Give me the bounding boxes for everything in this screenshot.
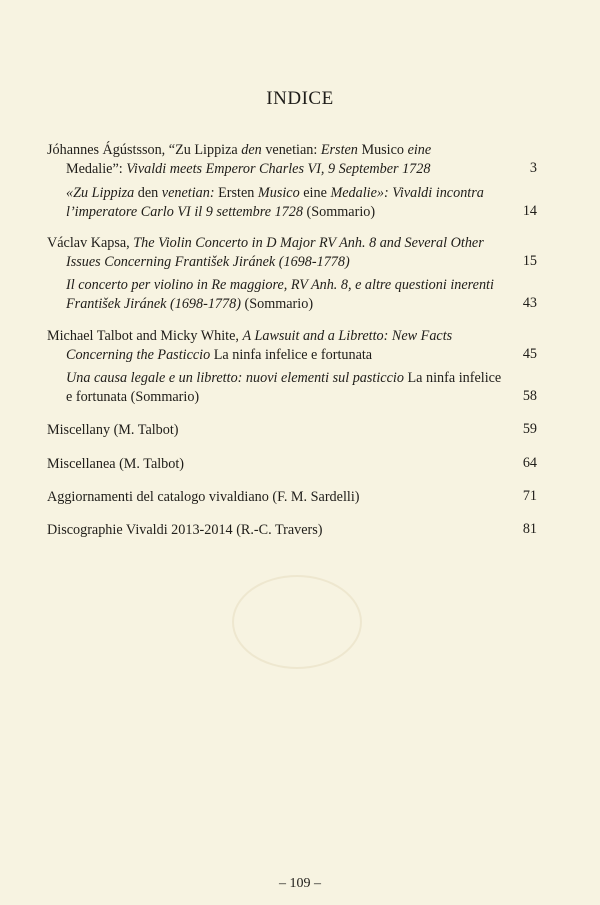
text-run: La ninfa infelice (407, 370, 502, 386)
text-run: Václav Kapsa, (47, 235, 134, 251)
text-run: «Zu Lippiza (66, 185, 138, 201)
text-run: (Sommario) (302, 204, 376, 220)
text-run: Vivaldi incontra (392, 185, 484, 201)
entry-line-2 (66, 295, 492, 314)
text-run: Una causa legale e un libretto: nuovi elementi sul pasticcio (66, 370, 408, 386)
text-run: Miscellany (M. Talbot) (47, 422, 179, 438)
text-run: l’imperatore Carlo VI il 9 settembre 1728 (66, 204, 303, 220)
toc-entry-miscellany (47, 421, 492, 440)
text-run: Discographie Vivaldi 2013-2014 (R.-C. Travers) (47, 522, 323, 538)
toc-entry-catalogue-updates (47, 488, 492, 507)
text-run: eine (303, 185, 327, 201)
page-number: 3 (529, 160, 537, 176)
text-run: Ersten (218, 185, 255, 201)
text-run: Issues Concerning František Jiránek (1698-1778) (66, 254, 350, 270)
entry-line-2 (47, 346, 492, 365)
toc-entry-kapsa (47, 234, 492, 272)
page-number: 58 (522, 388, 537, 404)
text-run: František Jiránek (1698-1778) (66, 296, 241, 312)
text-run: e fortunata (Sommario) (66, 389, 200, 405)
entry-line-1 (66, 276, 492, 295)
entry-line-1 (47, 141, 492, 160)
entry-line-1 (47, 327, 492, 346)
text-run: A Lawsuit and a Libretto: New Facts (242, 328, 453, 344)
text-run: venetian: (261, 142, 321, 158)
text-run: eine (407, 142, 432, 158)
entry-line-1 (47, 421, 492, 440)
toc-entry-miscellanea (47, 455, 492, 474)
toc-entry-agustsson (47, 141, 492, 179)
text-run: Medalie»: (326, 185, 393, 201)
toc-entry-discographie (47, 521, 492, 540)
toc-entry-talbot-white-summary (66, 369, 502, 407)
text-run: Musico (254, 185, 304, 201)
page-number: 81 (522, 521, 537, 537)
entry-line-1 (47, 455, 492, 474)
page-number: 15 (522, 253, 537, 269)
text-run: Miscellanea (M. Talbot) (47, 456, 185, 472)
text-run: Il concerto per violino in Re maggiore, RV Anh. 8, e altre questioni inerenti (66, 277, 494, 293)
text-run: Vivaldi meets Emperor Charles VI, 9 September 1728 (126, 161, 431, 177)
toc-entry-talbot-white (47, 327, 492, 365)
page-number: 14 (522, 203, 537, 219)
text-run: The Violin Concerto in D Major RV Anh. 8 and Several Other (133, 235, 484, 251)
text-run: Michael Talbot and Micky White, (47, 328, 243, 344)
toc-entry-kapsa-summary (66, 276, 492, 314)
page-number: 64 (522, 455, 537, 471)
page-number: 43 (522, 295, 537, 311)
entry-line-2 (47, 160, 492, 179)
text-run: venetian: (158, 185, 219, 201)
text-run: Jóhannes Ágústsson, “Zu Lippiza (47, 142, 242, 158)
page-number: 45 (522, 346, 537, 362)
page-title: INDICE (266, 88, 334, 109)
text-run: Aggiornamenti del catalogo vivaldiano (F. M. Sardelli) (47, 489, 360, 505)
entry-line-2 (66, 388, 492, 407)
entry-line-1 (47, 521, 492, 540)
text-run: Medalie”: (66, 161, 127, 177)
text-run: Musico (357, 142, 408, 158)
show-through-logo (232, 575, 362, 669)
toc-entry-agustsson-summary (66, 184, 492, 222)
text-run: Ersten (320, 142, 358, 158)
text-run: den (137, 185, 159, 201)
page-number: 59 (522, 421, 537, 437)
entry-line-2 (66, 203, 492, 222)
entry-line-1 (66, 184, 492, 203)
entry-line-1 (47, 234, 492, 253)
page-number: 71 (522, 488, 537, 504)
folio-page-number: – 109 – (279, 876, 321, 891)
text-run: den (241, 142, 262, 158)
text-run: Concerning the Pasticcio (66, 347, 214, 363)
entry-line-2 (47, 253, 492, 272)
entry-line-1 (47, 488, 492, 507)
text-run: (Sommario) (240, 296, 314, 312)
entry-line-1 (66, 369, 502, 388)
text-run: La ninfa infelice e fortunata (213, 347, 373, 363)
